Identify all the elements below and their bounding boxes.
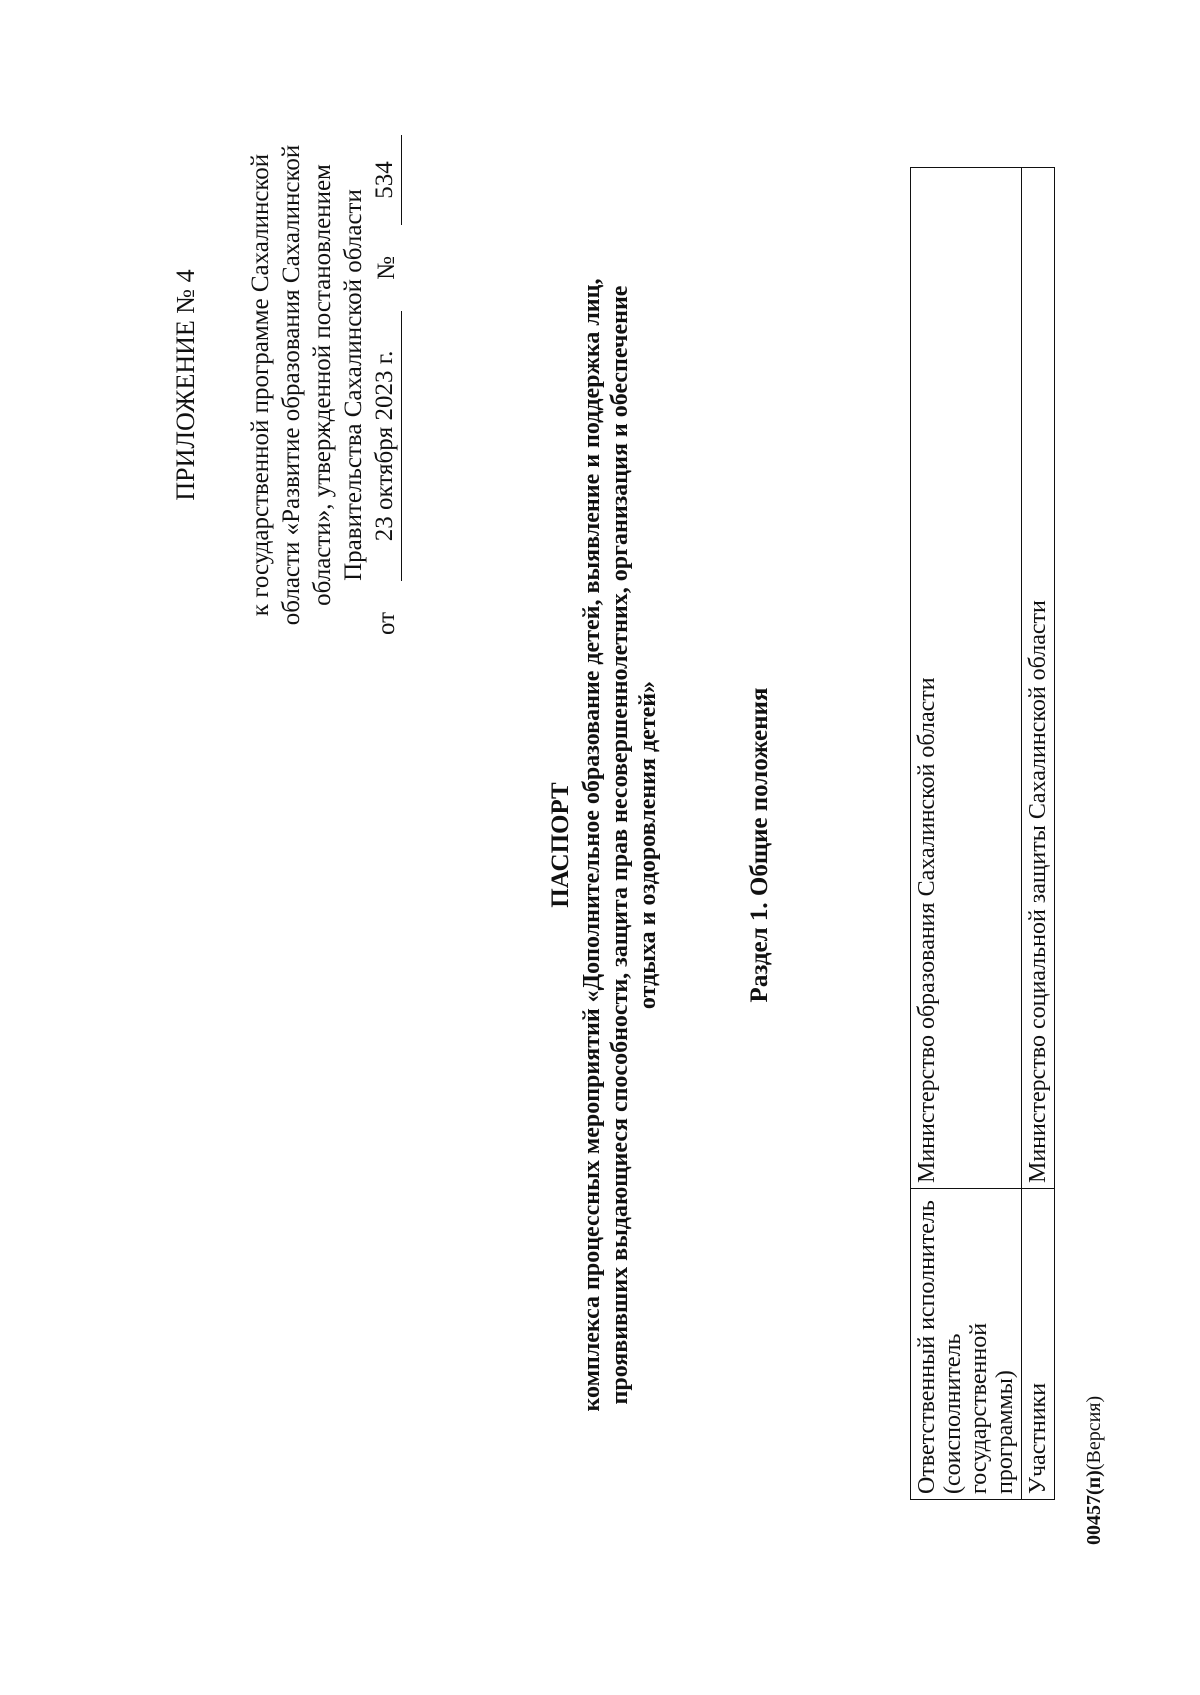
appendix-block <box>170 135 402 635</box>
appendix-line-2: области «Развитие образования Сахалинской <box>278 144 305 626</box>
row-value: Министерство социальной защиты Сахалинской области <box>1022 168 1055 1189</box>
resolution-date: 23 октября 2023 г. <box>369 311 402 581</box>
document-code: 00457(п) <box>1083 1470 1105 1545</box>
table-row <box>1022 168 1055 1500</box>
footer-code <box>1083 1396 1106 1545</box>
appendix-date-line <box>369 135 402 635</box>
resolution-number: 534 <box>369 135 402 225</box>
passport-name-line-3: отдыха и оздоровления детей» <box>635 680 661 1010</box>
appendix-line-3: области», утвержденной постановлением <box>309 164 336 606</box>
passport-name-line-2: проявивших выдающиеся способности, защита прав несовершеннолетних, организация и обеспечение <box>607 285 633 1405</box>
number-label: № <box>373 256 400 280</box>
passport-title: ПАСПОРТ <box>547 782 574 908</box>
appendix-line-1: к государственной программе Сахалинской <box>247 153 274 617</box>
from-label: от <box>373 611 400 635</box>
table-row <box>911 168 1022 1500</box>
passport-name-line-1: комплекса процессных мероприятий «Дополнительное образование детей, выявление и поддержка лиц, <box>579 278 605 1412</box>
section-title: Раздел 1. Общие положения <box>746 687 773 1003</box>
row-label: Участники <box>1022 1189 1055 1500</box>
general-info-table <box>910 167 1055 1500</box>
document-version: (Версия) <box>1083 1395 1105 1471</box>
passport-name <box>578 155 662 1535</box>
row-value: Министерство образования Сахалинской области <box>911 168 1022 1189</box>
row-label: Ответственный исполнитель (соисполнитель государственной программы) <box>911 1189 1022 1500</box>
appendix-title: ПРИЛОЖЕНИЕ № 4 <box>171 269 200 501</box>
appendix-line-4: Правительства Сахалинской области <box>340 189 367 581</box>
